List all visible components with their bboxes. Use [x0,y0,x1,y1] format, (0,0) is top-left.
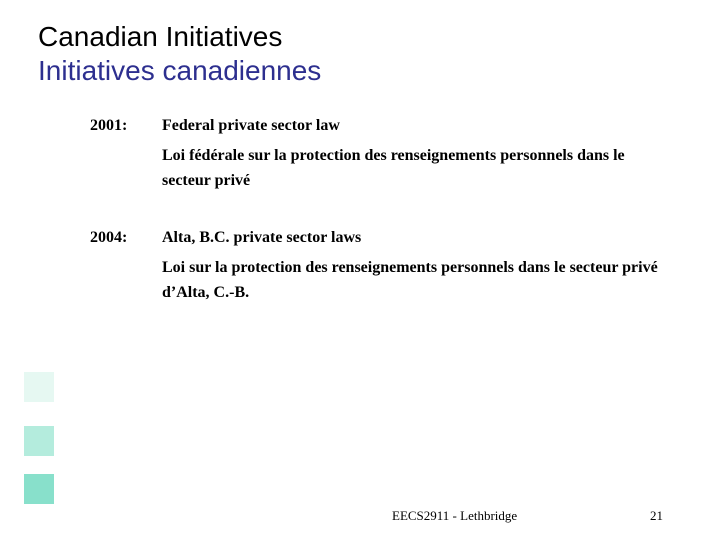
footer-text: EECS2911 - Lethbridge [392,508,518,523]
entry-english-text: Federal private sector law [162,117,340,134]
decorative-square-dark [24,474,54,504]
entry-year: 2004: [90,229,128,246]
page-number: 21 [650,508,663,523]
entry-content [162,227,662,305]
entry-english-text: Alta, B.C. private sector laws [162,229,362,246]
decorative-square-light [24,372,54,402]
entry-content [162,115,662,193]
entry-french-text: Loi fédérale sur la protection des renseignements personnels dans le secteur privé [162,147,625,189]
title-english: Canadian Initiatives [38,21,283,52]
entry-french-text: Loi sur la protection des renseignements personnels dans le secteur privé d’Alta, C.-B. [162,259,658,301]
title-french: Initiatives canadiennes [38,55,322,86]
decorative-square-medium [24,426,54,456]
slide-title [38,20,678,88]
entry-year: 2001: [90,117,128,134]
